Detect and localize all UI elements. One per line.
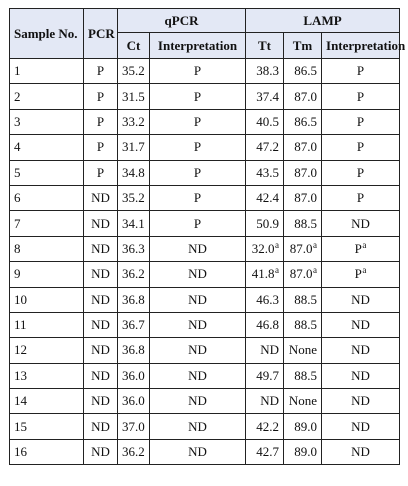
sample-no-cell — [10, 211, 84, 236]
ct-cell-value: 36.2 — [122, 444, 145, 460]
pcr-cell-value: ND — [91, 266, 110, 282]
header-row-top — [10, 9, 400, 33]
tm-cell — [284, 389, 322, 414]
footnote-marker: a — [275, 265, 280, 276]
pcr-cell — [84, 135, 118, 160]
tm-cell — [284, 211, 322, 236]
ct-cell-value: 31.5 — [122, 88, 145, 104]
sample-no-cell-value: 3 — [14, 113, 21, 129]
sample-no-cell — [10, 84, 84, 109]
qpcr-interpretation-cell — [150, 109, 246, 134]
tm-cell — [284, 59, 322, 84]
sample-no-header: Sample No. — [10, 9, 84, 59]
tm-cell — [284, 439, 322, 464]
ct-cell — [118, 211, 150, 236]
lamp-interpretation-cell — [322, 287, 400, 312]
tm-header: Tm — [284, 33, 322, 59]
qpcr-interpretation-cell — [150, 312, 246, 337]
sample-no-cell-value: 7 — [14, 215, 21, 231]
table-row — [10, 236, 400, 261]
tt-header: Tt — [246, 33, 284, 59]
ct-cell — [118, 363, 150, 388]
pcr-cell-value: ND — [91, 291, 110, 307]
tt-cell-value: 50.9 — [256, 215, 280, 231]
tt-cell-value: 42.7 — [256, 444, 280, 460]
table-row — [10, 109, 400, 134]
sample-no-cell — [10, 185, 84, 210]
sample-no-cell-value: 9 — [14, 266, 21, 282]
sample-no-cell-value: 1 — [14, 63, 21, 79]
tt-cell-value: 42.2 — [256, 418, 280, 434]
lamp-interpretation-cell-value: P — [356, 113, 365, 129]
tt-cell — [246, 211, 284, 236]
table-row — [10, 160, 400, 185]
lamp-interpretation-cell — [322, 439, 400, 464]
tt-cell-value: 42.4 — [256, 190, 280, 206]
qpcr-interpretation-cell — [150, 84, 246, 109]
tm-cell-value: None — [288, 393, 318, 409]
table-row — [10, 312, 400, 337]
ct-cell — [118, 160, 150, 185]
tm-cell-value: 87.0 — [289, 240, 313, 256]
tt-cell — [246, 84, 284, 109]
sample-no-cell-value: 2 — [14, 88, 21, 104]
tm-cell — [284, 414, 322, 439]
pcr-cell-value: P — [96, 88, 105, 104]
tm-cell-value: 87.0 — [294, 164, 318, 180]
ct-cell — [118, 84, 150, 109]
lamp-interpretation-cell — [322, 59, 400, 84]
pcr-cell-value: ND — [91, 342, 110, 358]
tm-cell — [284, 109, 322, 134]
sample-no-cell-value: 4 — [14, 139, 21, 155]
lamp-interpretation-cell — [322, 262, 400, 287]
pcr-cell-value: P — [96, 164, 105, 180]
pcr-cell-value: P — [96, 139, 105, 155]
table-body — [10, 59, 400, 465]
tm-cell — [284, 185, 322, 210]
qpcr-interpretation-cell — [150, 389, 246, 414]
qpcr-interpretation-cell-value: P — [193, 139, 202, 155]
footnote-marker: a — [362, 265, 367, 276]
ct-cell-value: 34.8 — [122, 164, 145, 180]
pcr-cell — [84, 211, 118, 236]
tt-cell — [246, 262, 284, 287]
pcr-cell-value: ND — [91, 393, 110, 409]
ct-cell-value: 36.0 — [122, 367, 145, 383]
lamp-group-header: LAMP — [246, 9, 400, 33]
lamp-interpretation-cell-value: ND — [351, 393, 370, 409]
tt-cell — [246, 414, 284, 439]
tm-cell — [284, 287, 322, 312]
table-row — [10, 262, 400, 287]
tt-cell-value: 38.3 — [256, 63, 280, 79]
lamp-interpretation-cell-value: P — [356, 63, 365, 79]
tm-cell-value: 87.0 — [294, 190, 318, 206]
tt-cell-value: ND — [260, 393, 280, 409]
tm-cell — [284, 363, 322, 388]
qpcr-interpretation-cell-value: ND — [188, 317, 207, 333]
lamp-interpretation-cell-value: ND — [351, 215, 370, 231]
lamp-interpretation-cell — [322, 109, 400, 134]
qpcr-interpretation-cell-value: P — [193, 63, 202, 79]
qpcr-interpretation-cell-value: P — [193, 88, 202, 104]
pcr-cell — [84, 287, 118, 312]
tt-cell — [246, 287, 284, 312]
pcr-header: PCR — [84, 9, 118, 59]
pcr-cell-value: ND — [91, 444, 110, 460]
lamp-interpretation-cell — [322, 389, 400, 414]
tm-cell — [284, 338, 322, 363]
qpcr-interpretation-cell — [150, 287, 246, 312]
qpcr-interpretation-cell — [150, 262, 246, 287]
tt-cell-value: 43.5 — [256, 164, 280, 180]
lamp-interpretation-cell — [322, 160, 400, 185]
lamp-interpretation-cell-value: ND — [351, 317, 370, 333]
sample-no-cell-value: 5 — [14, 164, 21, 180]
lamp-interpretation-cell-value: P — [354, 266, 362, 282]
qpcr-interpretation-cell-value: P — [193, 113, 202, 129]
qpcr-interpretation-cell — [150, 414, 246, 439]
qpcr-interpretation-cell — [150, 185, 246, 210]
ct-cell — [118, 312, 150, 337]
pcr-cell — [84, 160, 118, 185]
table-row — [10, 439, 400, 464]
sample-no-cell-value: 16 — [14, 444, 27, 460]
pcr-cell — [84, 59, 118, 84]
pcr-cell — [84, 185, 118, 210]
table-row — [10, 287, 400, 312]
qpcr-interpretation-cell-value: ND — [188, 342, 207, 358]
tt-cell-value: 46.8 — [256, 317, 280, 333]
ct-cell-value: 37.0 — [122, 418, 145, 434]
tm-cell-value: 87.0 — [294, 139, 318, 155]
tt-cell — [246, 59, 284, 84]
sample-no-cell — [10, 262, 84, 287]
sample-no-cell-value: 8 — [14, 240, 21, 256]
qpcr-interpretation-cell-value: ND — [188, 393, 207, 409]
sample-no-cell-value: 14 — [14, 393, 27, 409]
tm-cell-value: None — [288, 342, 318, 358]
lamp-interpretation-cell-value: P — [356, 139, 365, 155]
pcr-cell — [84, 109, 118, 134]
qpcr-group-header: qPCR — [118, 9, 246, 33]
sample-no-cell-value: 11 — [14, 317, 27, 333]
ct-cell — [118, 414, 150, 439]
sample-no-cell-value: 6 — [14, 190, 21, 206]
lamp-interpretation-cell — [322, 363, 400, 388]
table-row — [10, 414, 400, 439]
tt-cell — [246, 160, 284, 185]
ct-header: Ct — [118, 33, 150, 59]
tm-cell-value: 89.0 — [294, 444, 318, 460]
pcr-cell-value: ND — [91, 215, 110, 231]
tt-cell-value: 49.7 — [256, 367, 280, 383]
ct-cell-value: 36.3 — [122, 240, 145, 256]
tm-cell — [284, 135, 322, 160]
tm-cell — [284, 262, 322, 287]
tt-cell — [246, 389, 284, 414]
qpcr-interpretation-cell — [150, 236, 246, 261]
qpcr-interpretation-cell-value: ND — [188, 266, 207, 282]
ct-cell — [118, 185, 150, 210]
lamp-interpretation-cell — [322, 312, 400, 337]
table-row — [10, 185, 400, 210]
sample-no-cell — [10, 338, 84, 363]
table-row — [10, 84, 400, 109]
tm-cell-value: 86.5 — [294, 113, 318, 129]
pcr-cell-value: ND — [91, 367, 110, 383]
sample-no-cell — [10, 287, 84, 312]
qpcr-interpretation-cell — [150, 363, 246, 388]
sample-no-cell — [10, 135, 84, 160]
ct-cell-value: 36.7 — [122, 317, 145, 333]
ct-cell-value: 34.1 — [122, 215, 145, 231]
pcr-cell-value: ND — [91, 317, 110, 333]
tm-cell-value: 88.5 — [294, 367, 318, 383]
ct-cell-value: 36.2 — [122, 266, 145, 282]
sample-no-cell — [10, 109, 84, 134]
results-table — [9, 8, 406, 465]
lamp-interpretation-cell — [322, 185, 400, 210]
ct-cell — [118, 262, 150, 287]
qpcr-interpretation-cell-value: ND — [188, 367, 207, 383]
tt-cell-value: 47.2 — [256, 139, 280, 155]
pcr-cell — [84, 363, 118, 388]
ct-cell-value: 36.8 — [122, 342, 145, 358]
lamp-interpretation-cell-value: P — [356, 164, 365, 180]
tt-cell-value: ND — [260, 342, 280, 358]
lamp-interpretation-cell — [322, 211, 400, 236]
tm-cell-value: 88.5 — [294, 215, 318, 231]
ct-cell — [118, 338, 150, 363]
qpcr-interpretation-cell — [150, 59, 246, 84]
tt-cell-value: 37.4 — [256, 88, 280, 104]
qpcr-interpretation-cell-value: ND — [188, 418, 207, 434]
table-row — [10, 59, 400, 84]
table-row — [10, 389, 400, 414]
pcr-cell — [84, 312, 118, 337]
lamp-interpretation-cell-value: ND — [351, 367, 370, 383]
tm-cell-value: 87.0 — [294, 88, 318, 104]
tt-cell — [246, 439, 284, 464]
ct-cell — [118, 109, 150, 134]
tt-cell — [246, 312, 284, 337]
pcr-cell — [84, 389, 118, 414]
qpcr-interpretation-cell — [150, 135, 246, 160]
footnote-marker: a — [275, 239, 280, 250]
tt-cell-value: 41.8 — [251, 266, 275, 282]
qpcr-interpretation-cell-value: ND — [188, 291, 207, 307]
qpcr-interpretation-cell — [150, 211, 246, 236]
qpcr-interpretation-header: Interpretation — [150, 33, 246, 59]
lamp-interpretation-cell — [322, 338, 400, 363]
pcr-cell — [84, 262, 118, 287]
sample-no-cell — [10, 414, 84, 439]
tt-cell-value: 32.0 — [251, 240, 275, 256]
table-row — [10, 363, 400, 388]
ct-cell-value: 36.8 — [122, 291, 145, 307]
pcr-cell-value: ND — [91, 418, 110, 434]
pcr-cell-value: ND — [91, 240, 110, 256]
tm-cell-value: 86.5 — [294, 63, 318, 79]
sample-no-cell — [10, 363, 84, 388]
tt-cell-value: 46.3 — [256, 291, 280, 307]
tm-cell — [284, 160, 322, 185]
table-row — [10, 211, 400, 236]
tm-cell — [284, 312, 322, 337]
sample-no-cell — [10, 389, 84, 414]
lamp-interpretation-cell-value: ND — [351, 291, 370, 307]
tm-cell — [284, 236, 322, 261]
pcr-cell-value: P — [96, 63, 105, 79]
footnote-marker: a — [313, 239, 318, 250]
ct-cell — [118, 439, 150, 464]
ct-cell — [118, 135, 150, 160]
qpcr-interpretation-cell-value: ND — [188, 240, 207, 256]
ct-cell-value: 35.2 — [122, 63, 145, 79]
sample-no-cell-value: 15 — [14, 418, 27, 434]
lamp-interpretation-cell — [322, 414, 400, 439]
table-row — [10, 338, 400, 363]
footnote-marker: a — [362, 239, 367, 250]
ct-cell — [118, 236, 150, 261]
pcr-cell-value: P — [96, 113, 105, 129]
tt-cell — [246, 185, 284, 210]
ct-cell-value: 35.2 — [122, 190, 145, 206]
sample-no-cell-value: 12 — [14, 342, 27, 358]
sample-no-cell — [10, 236, 84, 261]
pcr-cell-value: ND — [91, 190, 110, 206]
lamp-interpretation-cell-value: P — [356, 88, 365, 104]
ct-cell-value: 31.7 — [122, 139, 145, 155]
lamp-interpretation-cell-value: ND — [351, 342, 370, 358]
sample-no-cell — [10, 59, 84, 84]
lamp-interpretation-cell-value: P — [354, 240, 362, 256]
ct-cell — [118, 287, 150, 312]
tt-cell — [246, 109, 284, 134]
qpcr-interpretation-cell-value: P — [193, 190, 202, 206]
ct-cell-value: 36.0 — [122, 393, 145, 409]
lamp-interpretation-cell-value: ND — [351, 418, 370, 434]
sample-no-cell-value: 10 — [14, 291, 27, 307]
lamp-interpretation-cell — [322, 236, 400, 261]
ct-cell — [118, 59, 150, 84]
tt-cell — [246, 236, 284, 261]
lamp-interpretation-cell — [322, 135, 400, 160]
table-header — [10, 9, 406, 59]
lamp-interpretation-cell-value: P — [356, 190, 365, 206]
tm-cell-value: 89.0 — [294, 418, 318, 434]
sample-no-cell — [10, 439, 84, 464]
qpcr-interpretation-cell-value: P — [193, 215, 202, 231]
sample-no-cell-value: 13 — [14, 367, 27, 383]
footnote-marker: a — [313, 265, 318, 276]
qpcr-interpretation-cell — [150, 338, 246, 363]
pcr-cell — [84, 439, 118, 464]
lamp-interpretation-header: Interpretation — [322, 33, 400, 59]
qpcr-interpretation-cell — [150, 439, 246, 464]
pcr-cell — [84, 414, 118, 439]
tm-cell-value: 88.5 — [294, 317, 318, 333]
sample-no-cell — [10, 160, 84, 185]
ct-cell — [118, 389, 150, 414]
qpcr-interpretation-cell-value: ND — [188, 444, 207, 460]
pcr-cell — [84, 84, 118, 109]
table-row — [10, 135, 400, 160]
pcr-cell — [84, 236, 118, 261]
tt-cell — [246, 135, 284, 160]
tt-cell-value: 40.5 — [256, 113, 280, 129]
sample-no-cell — [10, 312, 84, 337]
ct-cell-value: 33.2 — [122, 113, 145, 129]
tt-cell — [246, 363, 284, 388]
tt-cell — [246, 338, 284, 363]
pcr-cell — [84, 338, 118, 363]
tm-cell — [284, 84, 322, 109]
tm-cell-value: 87.0 — [289, 266, 313, 282]
lamp-interpretation-cell-value: ND — [351, 444, 370, 460]
lamp-interpretation-cell — [322, 84, 400, 109]
qpcr-interpretation-cell — [150, 160, 246, 185]
qpcr-interpretation-cell-value: P — [193, 164, 202, 180]
tm-cell-value: 88.5 — [294, 291, 318, 307]
